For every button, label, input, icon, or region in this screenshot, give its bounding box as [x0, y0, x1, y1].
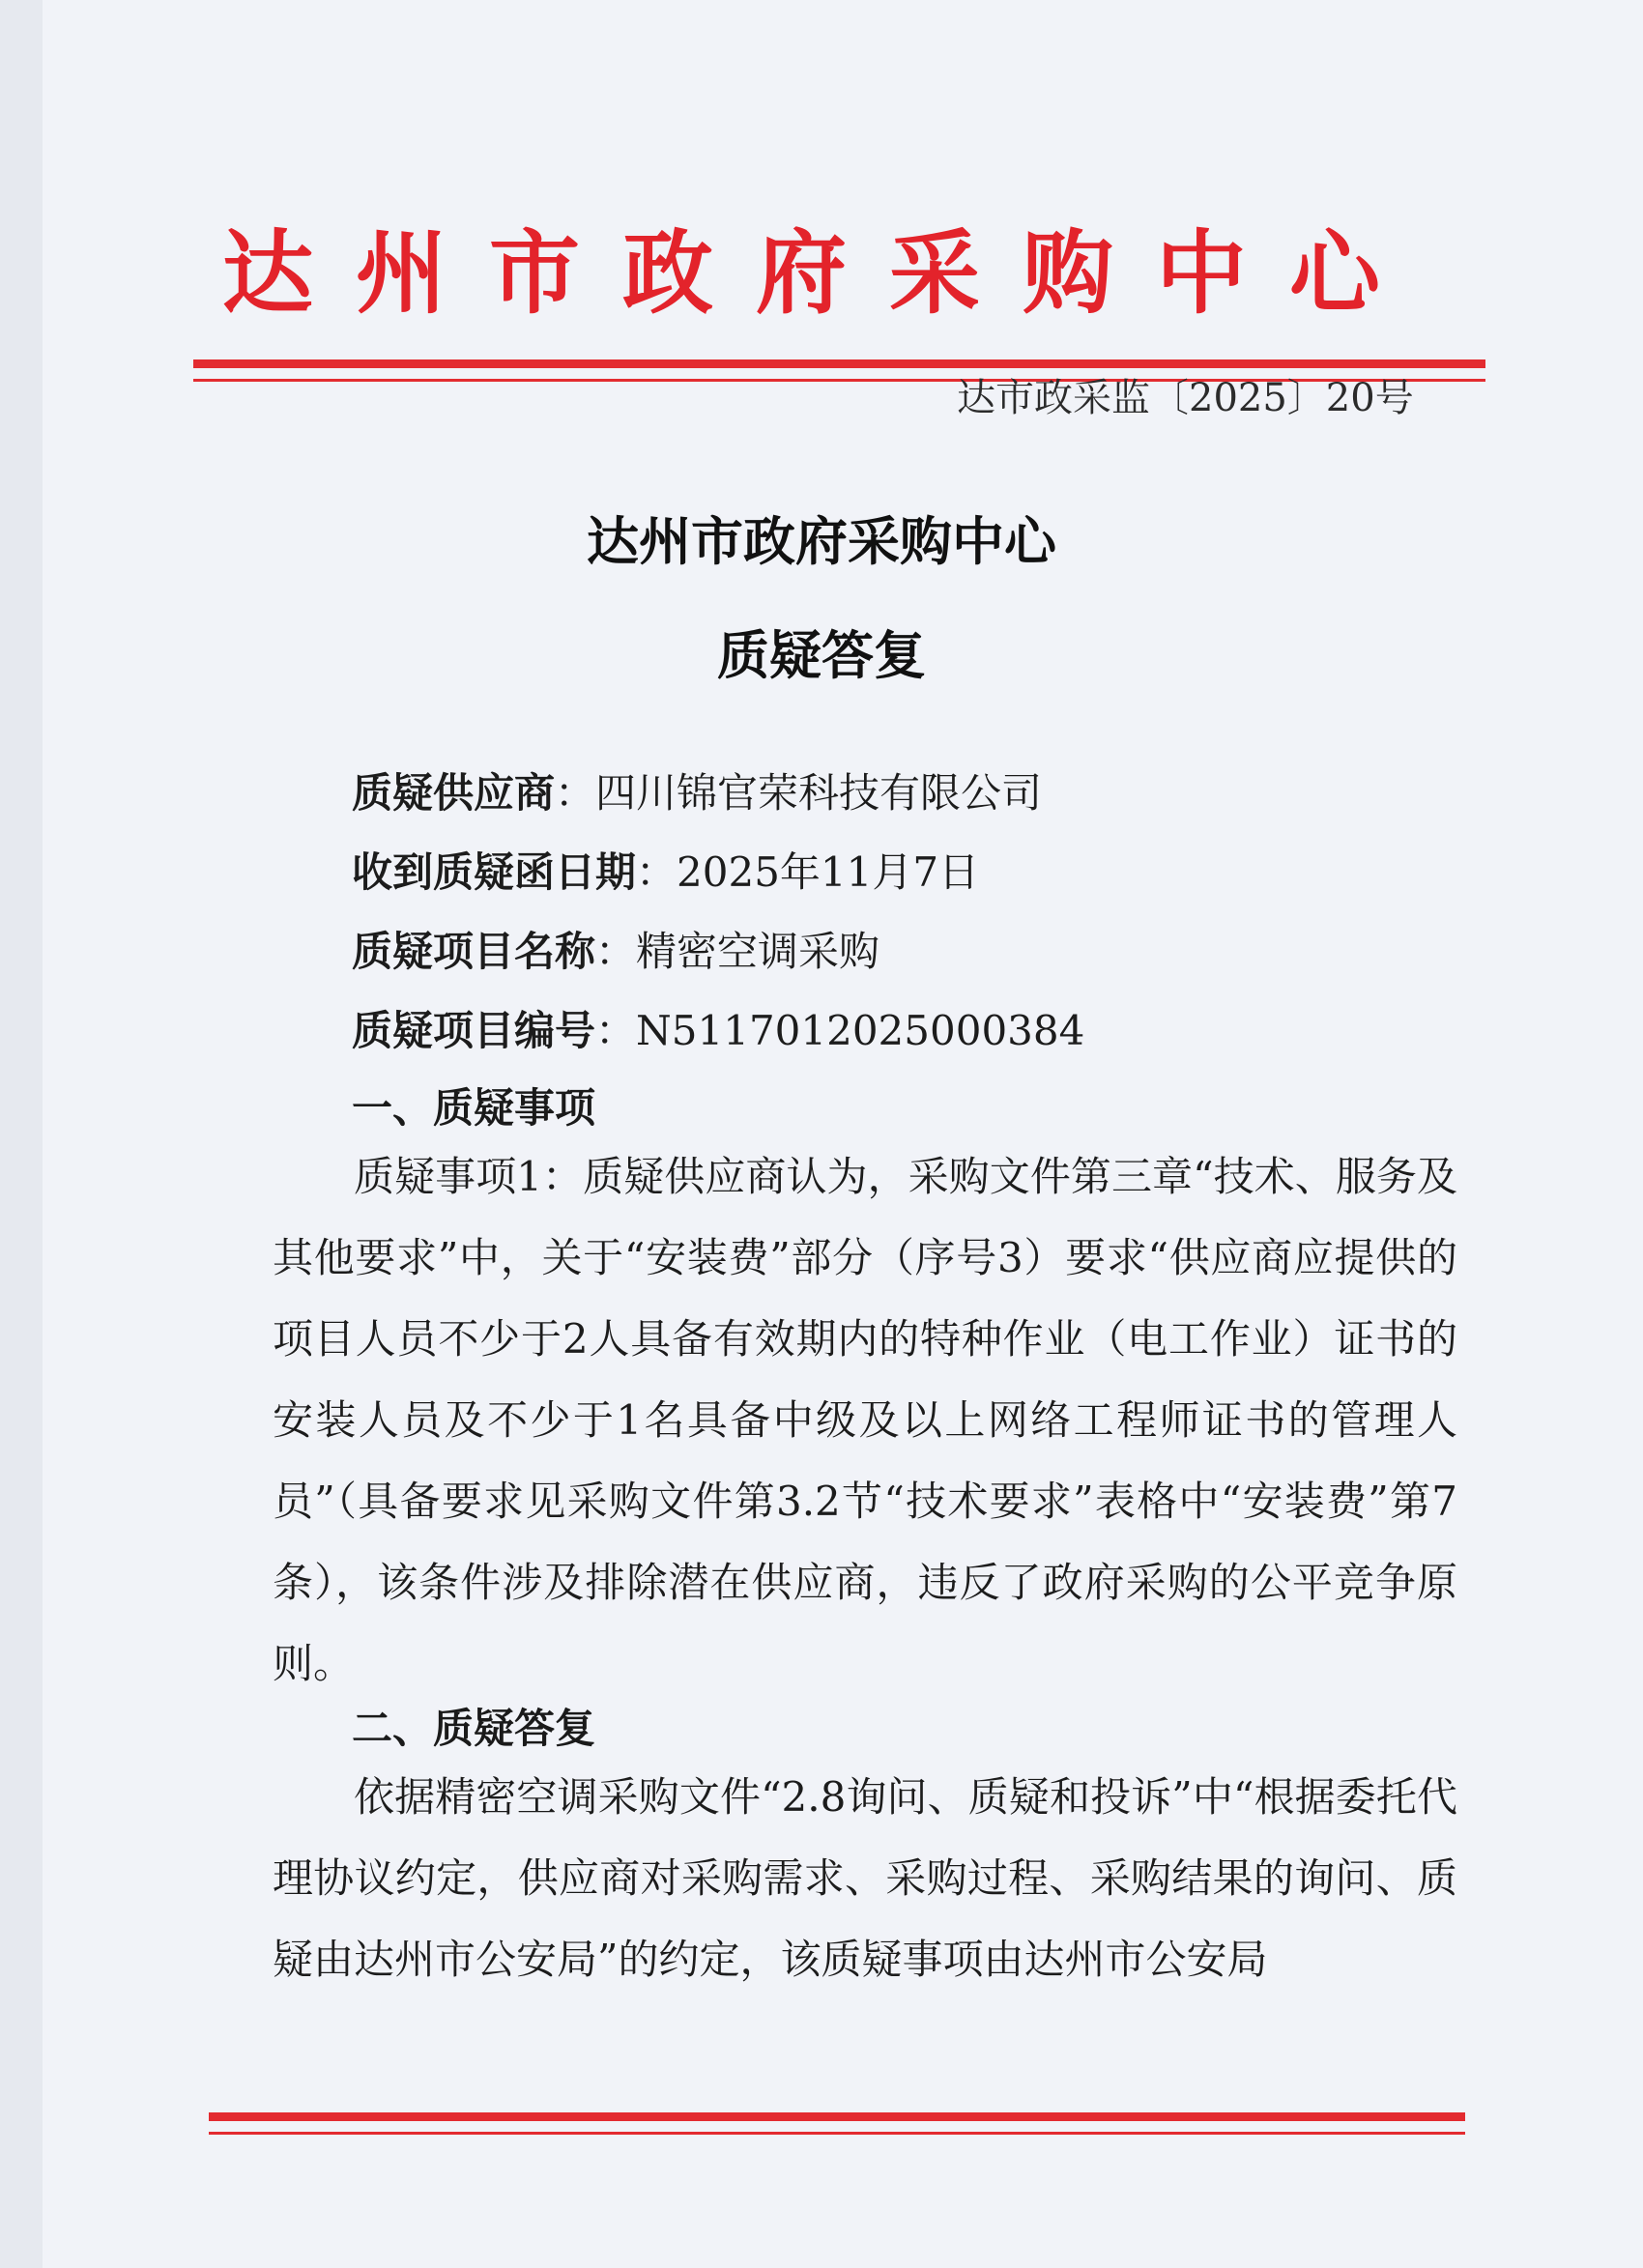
section-heading-reply: 二、质疑答复 — [352, 1705, 596, 1752]
field-label: 质疑项目名称 — [352, 928, 596, 975]
field-project-number — [352, 999, 1084, 1057]
field-value: 2025年11月7日 — [677, 848, 980, 896]
complaint-paragraph: 质疑事项1：质疑供应商认为，采购文件第三章“技术、服务及其他要求”中，关于“安装费”部分（序号3）要求“供应商应提供的项目人员不少于2人具备有效期内的特种作业（电工作业）证书的安装人员及不少于1名具备中级及以上网络工程师证书的管理人员”（具备要求见采购文件第3.2节“技术要求”表格中“安装费”第7条），该条件涉及排除潜在供应商，违反了政府采购的公平竞争原则。 — [273, 1153, 1457, 1687]
document-title: 达州市政府采购中心 — [587, 510, 1056, 572]
document-number: 达市政采监〔2025〕20号 — [957, 376, 1414, 420]
field-value: 四川锦官荣科技有限公司 — [595, 769, 1043, 817]
field-label: 质疑项目编号 — [352, 1007, 596, 1054]
field-separator: ： — [595, 1007, 637, 1054]
field-supplier — [352, 761, 1042, 819]
field-project-name — [352, 920, 879, 978]
footer-rule-thin — [209, 2132, 1465, 2135]
field-label: 收到质疑函日期 — [352, 848, 637, 896]
section-heading-complaint: 一、质疑事项 — [352, 1084, 596, 1132]
field-label: 质疑供应商 — [352, 769, 556, 817]
field-separator: ： — [595, 928, 637, 975]
document-subtitle: 质疑答复 — [717, 624, 926, 686]
field-value: 精密空调采购 — [636, 928, 880, 975]
field-separator: ： — [555, 769, 596, 817]
field-separator: ： — [636, 848, 677, 896]
field-value: N5117012025000384 — [636, 1007, 1085, 1054]
footer-rule-thick — [209, 2112, 1465, 2121]
field-received-date — [352, 841, 979, 899]
reply-paragraph: 依据精密空调采购文件“2.8询问、质疑和投诉”中“根据委托代理协议约定，供应商对采购需求、采购过程、采购结果的询问、质疑由达州市公安局”的约定，该质疑事项由达州市公安局 — [273, 1773, 1457, 1983]
scan-edge — [0, 0, 43, 2268]
masthead-title: 达州市政府采购中心 — [222, 220, 1424, 327]
